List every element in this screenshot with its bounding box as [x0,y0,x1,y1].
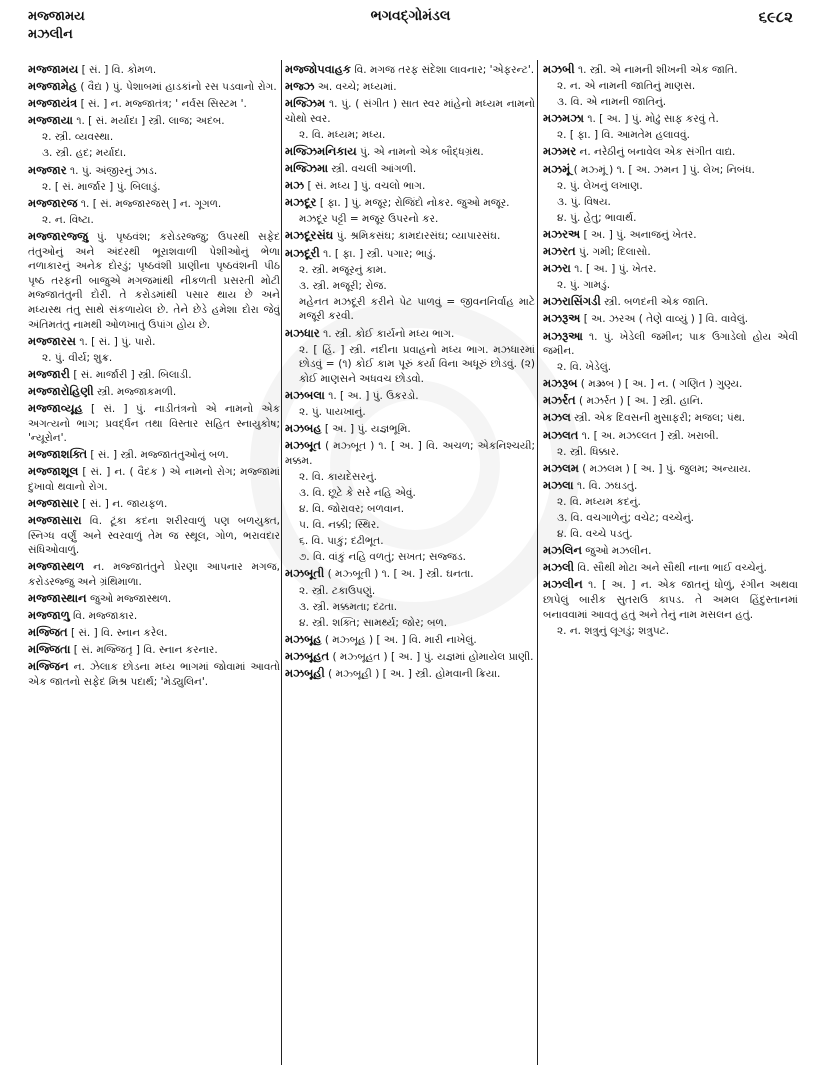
headword: મજ્જાયંત્ર [28,96,78,111]
definition: ૧. [ સં. મજ્જારજસ્ ] ન. ગૂગળ. [80,197,222,210]
headword: મજ્જાસાર [28,496,79,511]
sub-sense: ૨. પું. વીર્ય; શુક્ર. [42,351,113,364]
dictionary-entry [543,111,798,127]
definition: ( મઝ્બૂહી ) [ અ. ] સ્ત્રી. હોમવાની ક્રિયા. [328,667,501,680]
page-header [28,8,793,44]
dictionary-entry [543,244,798,260]
dictionary-entry [543,410,798,426]
headword: મજ્જારજ્જુ [28,228,88,243]
definition: ૧. પું. ( સંગીત ) સાત સ્વર માંહેનો મધ્યમ નામનો ચોથો સ્વર. [285,98,535,125]
headword: મજ્જાળુ [28,608,70,623]
dictionary-entry [28,196,280,212]
guide-word-first: મજ્જામય [28,9,85,24]
headword: મજ્જાયા [28,113,73,128]
dictionary-entry [28,367,280,383]
sub-sense: ૨. ન. વિષ્ટા. [42,213,94,226]
definition: સ્ત્રી. વચલી આંગળી. [331,163,417,176]
definition: ૧. [ અ. ] પું. મોઢું સાફ કરવું તે. [587,113,719,126]
dictionary-entry [28,591,280,607]
sub-sense: ૭. વિ. વાંકું નહિ વળતું; સખત; સજ્જડ. [299,551,466,564]
dictionary-entry [543,329,798,359]
headword: મઝરૂઅ [543,311,581,326]
sub-sense: ૫. વિ. નક્કી; સ્થિર. [299,519,380,532]
headword: મજ્જાશૂલ [28,464,79,479]
definition: પું. એ નામનો એક બૌદ્ધગ્રંથ. [360,145,484,158]
definition: વિ. સૌથી મોટા અને સૌથી નાના ભાઈ વચ્ચેનું. [577,562,767,575]
definition: જુઓ મજ્જાસ્થળ. [89,593,172,606]
headword: મઝલ [543,410,571,425]
dictionary-entry [28,513,280,558]
dictionary-entry [28,464,280,494]
headword: મજ્જાર [28,162,67,177]
headword: મઝલમ [543,460,579,475]
dictionary-entry [28,642,280,658]
definition: [ અ. ] પું. અનાજનું ખેતર. [583,228,697,241]
dictionary-entry [543,227,798,243]
dictionary-entry [543,311,798,327]
column-2 [285,62,535,1062]
definition: [ સં. ] ન. જાયફળ. [82,498,168,511]
headword: મઝલિન [543,543,582,558]
sub-sense: ૬. વિ. પાકું; દઢીભૂત. [299,535,384,548]
headword: મજ્જારોહિણી [28,383,94,398]
sub-sense: ૩. વિ. એ નામની જાતિનું. [557,96,667,109]
definition: ( મઝલમ ) [ અ. ] પું. જુલમ; અન્યાય. [582,462,751,475]
sub-sense: ૨. પું. પાયખાનું. [299,405,366,418]
headword: મજ્જારજ [28,195,78,210]
dictionary-entry [28,79,280,95]
headword: મજ્જાસ્થળ [28,559,85,574]
dictionary-columns [28,62,798,1062]
dictionary-entry [28,334,280,350]
headword: મઝ [285,178,305,193]
dictionary-entry [285,228,535,244]
headword: મઝબૂહી [285,665,325,680]
definition: [ સં. મધ્ય ] પું. વચલો ભાગ. [307,180,426,193]
sub-sense: ૩. સ્ત્રી. મજૂરી; રોજ. [299,279,387,292]
headword: મજ્જોપવાહક [285,62,352,76]
headword: મઝલી [543,560,575,575]
headword: મજ્જિતા [28,642,71,657]
definition: પું. શ્રમિકસંઘ; કામદારસંઘ; વ્યાપારસંઘ. [336,230,501,243]
definition: ૧. પું. ખેડેલી જમીન; પાક ઉગાડેલો હોય એવી જમીન. [543,330,798,358]
headword: મઝબૂહત [285,648,330,663]
dictionary-entry [543,560,798,576]
headword: મજ્ઝિમા [285,161,329,176]
sub-sense: ૨. પું. ગામડું. [557,279,611,292]
dictionary-entry [285,195,535,211]
definition: ( વૈદ્ય ) પું. પેશાબમાં હાડકાંનો રસ પડવાનો રોગ. [80,81,277,94]
dictionary-entry [285,632,535,648]
definition: ૧. [ અ. મઝલ્લત ] સ્ત્રી. ખરાબી. [581,429,719,442]
sub-sense: ૨. વિ. કાયદેસરનું. [299,470,377,483]
headword: મજ્જિત [28,625,68,640]
definition: [ સં. ] વિ. સ્નાન કરેલ. [70,627,168,640]
dictionary-entry [28,113,280,129]
definition: ૧. [ અ. ] પું. ખેતર. [574,263,657,276]
dictionary-entry [28,496,280,512]
headword: મઝલત [543,427,579,442]
dictionary-entry [285,421,535,437]
definition: ન. ઝેલાક છોડના મધ્ય ભાગમાં જોવામાં આવતો એક જાતનો સફેદ મિશ્ર પદાર્થ; 'મેડ્યુલિન'. [28,661,280,689]
definition: [ અ. ઝરઅ ( તેણે વાવ્યું ) ] વિ. વાવેલું. [583,313,749,326]
definition: [ સં. ] વિ. કોમળ. [81,64,157,76]
definition: [ અ. ] પું. યજ્ઞભૂમિ. [324,423,411,436]
definition: ૧. [ અ. ] ન. એક જાતનું ધોળું, રંગીન અથવા છાપેલું બારીક સુતરાઉ કાપડ. તે અમલ હિંદુસ્તાનમાં બનાવવામાં આવતું હતું અને તેનું નામ મસલન હતું. [543,579,798,621]
headword: મઝલા [543,477,574,492]
sub-sense: ૨. વિ. મધ્યમ કદનું. [557,495,641,508]
sub-sense: ૨. સ્ત્રી. મજૂરનું કામ. [299,263,387,276]
sub-sense: ૨. વિ. મધ્યમ; મધ્ય. [299,128,386,141]
dictionary-entry [285,62,535,78]
dictionary-entry [285,438,535,468]
definition: ૧. વિ. ઝઘડતું. [576,479,638,492]
sub-sense: ૨. [ ફા. ] વિ. આમતેમ હલાવવું. [557,129,690,142]
dictionary-entry [543,543,798,559]
definition: ( મઝ્રૂબ ) [ અ. ] ન. ( ગણિત ) ગુણ્ય. [580,378,743,391]
dictionary-entry [285,388,535,404]
definition: ( મઝ્મૂં ) ૧. [ અ. ઝમન ] પું. લેખ; નિબંધ. [573,163,755,176]
dictionary-entry [285,666,535,682]
dictionary-entry [543,376,798,392]
definition: ૧. [ સં. ] પું. પારો. [79,335,156,348]
definition: ન. મજ્જાતંતુને પ્રેરણા આપનાર મગજ, કરોડરજ્જુ અને ગ્રંથિમાળા. [28,561,280,588]
dictionary-entry [285,649,535,665]
dictionary-entry [28,384,280,400]
guide-word-last: મઝલીન [28,27,73,42]
dictionary-entry [285,326,535,342]
sub-sense: ૩. સ્ત્રી. મક્કમતા; દઢતા. [299,600,398,613]
sub-sense: ૨. સ્ત્રી. ધિક્કાર. [557,445,620,458]
definition: ન. નરેઠીનું બનાવેલ એક સંગીત વાદ્ય. [579,146,736,159]
headword: મઝદૂરી [285,245,320,260]
column-1 [28,62,280,1062]
dictionary-entry [28,659,280,689]
definition: ૧. સ્ત્રી. એ નામની શીખની એક જાતિ. [577,64,738,76]
dictionary-entry [28,559,280,589]
headword: મજ્ઝ [285,79,315,94]
dictionary-entry [285,178,535,194]
headword: મઝબૂત [285,438,321,453]
definition: સ્ત્રી. એક દિવસની મુસાફરી; મજલ; પંથ. [574,412,746,425]
dictionary-entry [28,625,280,641]
definition: જુઓ મઝલીન. [585,545,652,558]
headword: મઝબી [543,62,575,76]
headword: મઝદૂરસંઘ [285,228,334,243]
sub-sense: ૨. વિ. ખેડેલું. [557,361,612,374]
definition: પું. પૃષ્ઠવંશ; કરોડરજ્જુ; ઉપરથી સફેદ તંતુઓનું અને અંદરથી ભૂરાશવાળી પેશીઓનું ભેળા નળાકારનું અનેક દોરડું; પૃષ્ઠવંશી પ્રાણીના પૃષ્ઠવંશની પીઠ પૃષ્ઠ તરફની બાજુએ મગજમાંથી નીકળતી પ્રસરતી મોટી મજ્જાતંતુની દોરી. તે કરોડમાંથી પસાર થાય છે અને મધ્યસ્થ તંતુ સાથે સંકળાયેલ છે. તેને છેડે હમેશા દોરા જેવું અંતિમતંતુ નામથી ઓળખાતું ઉપાંગ હોય છે. [28,230,280,331]
dictionary-entry [28,163,280,179]
definition: વિ. ટૂંકા કદના શરીરવાળું પણ બળયુક્ત, સ્નિગ્ધ વર્ણું અને સ્વરવાળું તેમ જ સ્થૂલ, ગોળ, ભરાવદાર સંધિઓવાળું. [28,515,280,557]
dictionary-entry [543,577,798,622]
sub-sense: ૪. વિ. વચ્ચે પડતું. [557,528,633,541]
definition: ( મઝ્બૂત ) ૧. [ અ. ] વિ. અચળ; એકનિશ્ચયી; મક્કમ. [285,440,535,467]
sub-sense: ૨. પું. લેખનું લખાણ. [557,179,643,192]
headword: મઝધાર [285,325,320,340]
headword: મઝમૂં [543,161,571,176]
headword: મઝદૂર [285,195,317,210]
headword: મજ્જાવ્યૂહ [28,400,83,415]
definition: [ ફા. ] પું. મજૂર; રોજિંદો નોકર. જુઓ મજૂર. [319,197,510,210]
definition: [ સં. મજ્જિતૃ ] વિ. સ્નાન કરનાર. [73,644,218,657]
book-title: ભગવદ્ગોમંડલ [370,8,451,24]
column-3 [543,62,798,1062]
headword: મઝરૂબ [543,376,578,391]
headword: મઝરત [543,244,576,259]
definition: [ સં. ] પું. નાડીતંત્રનો એ નામનો એક અગત્યનો ભાગ; પ્રવર્દ્ધન તથા વિસ્તાર સહિત સ્નાયુકોષ; 'ન્યૂરોન'. [28,402,280,445]
dictionary-entry [28,96,280,112]
headword: મઝબલા [285,387,325,402]
headword: મઝલીન [543,577,583,592]
sub-sense: ૨. [ સં. માર્જાર ] પું. બિલાડું. [42,180,161,193]
definition: [ સં. ] ન. ( વૈદક ) એ નામનો રોગ; મજ્જામાં દુખાવો થવાનો રોગ. [28,466,280,493]
headword: મઝર્રત [543,393,576,408]
sub-sense: મહેનત મઝદૂરી કરીને પેટ પાળવું = જીવનનિર્વાહ માટે મજૂરી કરવી. [299,295,535,323]
sub-sense: ૨. ન. એ નામની જાતિનું માણસ. [557,80,696,93]
headword: મઝબહ [285,421,322,436]
sub-sense: ૨. ન. શત્રુનું લૂગડું; શત્રુપટ. [557,624,670,637]
definition: [ સં. ] સ્ત્રી. મજ્જાતંતુઓનું બળ. [90,449,229,462]
dictionary-entry [543,478,798,494]
dictionary-entry [543,428,798,444]
definition: સ્ત્રી. બળદની એક જાતિ. [604,296,709,309]
definition: ( મઝ્બૂતી ) ૧. [ અ. ] સ્ત્રી. ઘનતા. [327,568,474,581]
definition: પું. ગમી; દિલાસો. [579,246,651,259]
dictionary-entry [543,144,798,160]
headword: મજ્જામેહ [28,79,78,94]
headword: મજ્જારસ [28,333,76,348]
definition: વિ. મગજ તરફ સંદેશા લાવનાર; 'એફરન્ટ'. [354,64,535,76]
headword: મઝરઅ [543,226,581,241]
sub-sense: ૪. વિ. જોરાવર; બળવાન. [299,503,405,516]
headword: મઝબૂતી [285,566,325,581]
dictionary-entry [543,162,798,178]
definition: સ્ત્રી. મજ્જાકમળી. [97,385,177,398]
sub-sense: ૪. સ્ત્રી. શક્તિ; સામર્થ્ય; જોર; બળ. [299,616,448,629]
sub-sense: મઝદૂર પટ્ટી = મજૂર ઉપરનો કર. [299,213,439,226]
definition: ૧. [ અ. ] પું. ઉકરડો. [328,389,419,402]
page-number: ૬૯૮૨ [758,8,793,26]
headword: મજ્જાસારા [28,513,82,528]
headword: મઝરૂઆ [543,328,583,343]
sub-sense: ૨. સ્ત્રી. ટકાઉપણું. [299,584,376,597]
sub-sense: ૩. વિ. વચગાળેનું; વચેટ; વચ્ચેનું. [557,512,694,525]
definition: વિ. મજ્જાકાર. [73,610,138,623]
sub-sense: ૪. પું. હેતુ; ભાવાર્થ. [557,211,637,224]
sub-sense: ૩. સ્ત્રી. હદ; મર્યાદા. [42,147,127,160]
dictionary-entry [285,79,535,95]
dictionary-entry [543,461,798,477]
headword: મઝમઝા [543,111,584,126]
dictionary-entry [28,447,280,463]
sub-sense: ૩. પું. વિષય. [557,195,611,208]
dictionary-entry [28,229,280,332]
headword: મઝરા [543,261,571,276]
headword: મઝમર [543,144,577,159]
definition: ૧. [ ફા. ] સ્ત્રી. પગાર; ભાડું. [323,247,436,260]
dictionary-entry [28,62,280,78]
dictionary-entry [543,294,798,310]
dictionary-entry [543,261,798,277]
dictionary-entry [28,608,280,624]
headword: મજ્ઝિમ [285,96,326,111]
definition: ૧. પું. અંજીરનું ઝાડ. [70,164,158,177]
definition: ( મઝ્બૂહત ) [ અ. ] પું. યજ્ઞમાં હોમાયેલ પ્રાણી. [332,650,534,663]
dictionary-entry [543,62,798,78]
headword: મજ્જાશક્તિ [28,447,88,462]
headword: મજ્ઝિમનિકાય [285,143,357,158]
dictionary-entry [28,401,280,446]
dictionary-entry [285,246,535,262]
dictionary-entry [543,393,798,409]
headword: મઝરાસિંગડી [543,294,601,309]
headword: મઝબૂહ [285,631,322,646]
definition: ૧. સ્ત્રી. કોઈ કાર્યનો મધ્ય ભાગ. [323,327,455,340]
sub-sense: ૩. વિ. છૂટે કે સરે નહિ એવું. [299,486,416,499]
headword: મજ્જિન [28,659,69,674]
headword: મજ્જારી [28,366,70,381]
headword: મજ્જાસ્થાન [28,591,87,606]
definition: ( મઝ્બૂહ ) [ અ. ] વિ. મારી નાખેલું. [324,633,477,646]
dictionary-entry [285,161,535,177]
definition: ( મઝર્રત ) [ અ. ] સ્ત્રી. હાનિ. [579,395,704,408]
definition: અ. વચ્ચે; મધ્યમાં. [317,81,397,94]
sub-sense: ૨. સ્ત્રી. વ્યવસ્થા. [42,131,114,144]
dictionary-entry [285,144,535,160]
definition: ૧. [ સં. મર્યાદા ] સ્ત્રી. લાજ; અદબ. [76,115,225,128]
sub-sense: ૨. [ હિં. ] સ્ત્રી. નદીના પ્રવાહનો મધ્ય ભાગ. મઝધારમાં છોડવું = (૧) કોઈ કામ પૂરું કર્યા વિના અધૂરું છોડવું. (૨) કોઈ માણસને અધવચ છોડવો. [299,343,535,385]
definition: [ સં. ] ન. મજ્જાતંત્ર; ' નર્વસ સિસ્ટમ '. [80,98,247,111]
headword: મજ્જામય [28,62,79,76]
dictionary-entry [285,96,535,126]
definition: [ સં. માર્જારી ] સ્ત્રી. બિલાડી. [73,368,192,381]
dictionary-entry [285,566,535,582]
